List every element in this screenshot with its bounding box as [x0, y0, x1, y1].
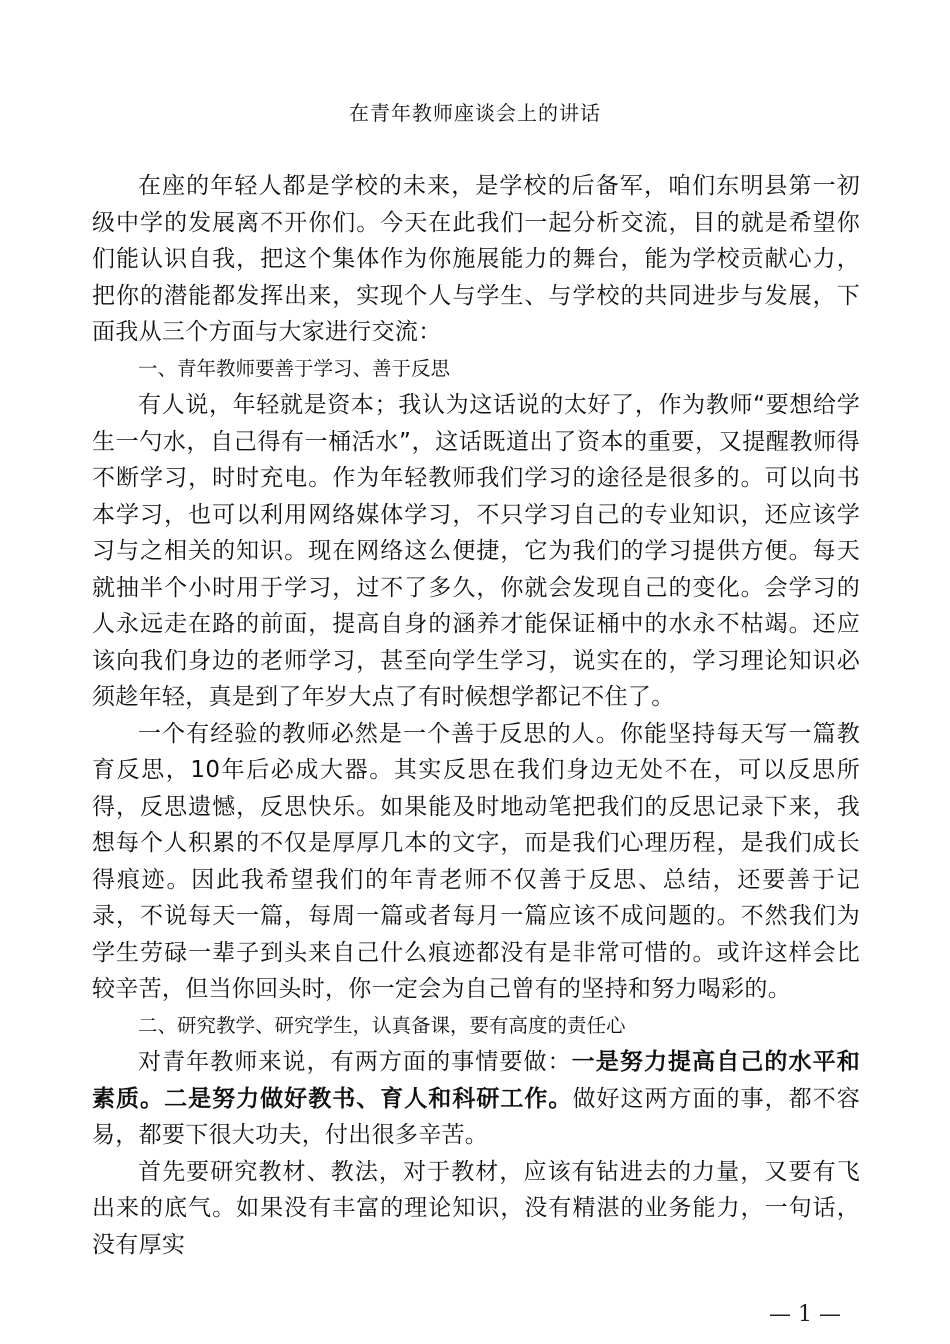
section-heading-1: 一、青年教师要善于学习、善于反思 [138, 356, 451, 380]
document-title: 在青年教师座谈会上的讲话 [349, 101, 601, 125]
document-body [92, 168, 860, 1263]
section-heading-2: 二、研究教学、研究学生，认真备课，要有高度的责任心 [138, 1013, 626, 1037]
paragraph-two-aspects-bold: 一是努力提高自己的水平和素质。二是努力做好教书、育人和科研工作。 [92, 1049, 860, 1112]
paragraph-reflection: 一个有经验的教师必然是一个善于反思的人。你能坚持每天写一篇教育反思，10年后必成大器。其实反思在我们身边无处不在，可以反思所得，反思遗憾，反思快乐。如果能及时地动笔把我们的反思记录下来，我想每个人积累的不仅是厚厚几本的文字，而是我们心理历程，是我们成长得痕迹。因此我希望我们的年青老师不仅善于反思、总结，还要善于记录，不说每天一篇，每周一篇或者每月一篇应该不成问题的。不然我们为学生劳碌一辈子到头来自己什么痕迹都没有是非常可惜的。或许这样会比较辛苦，但当你回头时，你一定会为自己曾有的坚持和努力喝彩的。 [92, 720, 860, 1002]
paragraph-learning: 有人说，年轻就是资本；我认为这话说的太好了，作为教师“要想给学生一勺水，自己得有一桶活水”，这话既道出了资本的重要，又提醒教师得不断学习，时时充电。作为年轻教师我们学习的途径是很多的。可以向书本学习，也可以利用网络媒体学习，不只学习自己的专业知识，还应该学习与之相关的知识。现在网络这么便捷，它为我们的学习提供方便。每天就抽半个小时用于学习，过不了多久，你就会发现自己的变化。会学习的人永远走在路的前面，提高自身的涵养才能保证桶中的水永不枯竭。还应该向我们身边的老师学习，甚至向学生学习，说实在的，学习理论知识必须趁年轻，真是到了年岁大点了有时候想学都记不住了。 [92, 392, 860, 710]
paragraph-two-aspects-lead: 对青年教师来说，有两方面的事情要做： [138, 1049, 572, 1075]
paragraph-materials: 首先要研究教材、教法，对于教材，应该有钻进去的力量，又要有飞出来的底气。如果没有丰富的理论知识，没有精湛的业务能力，一句话，没有厚实 [92, 1158, 860, 1258]
paragraph-two-aspects-tail: 做好这两方面的事，都不容易，都要下很大功夫，付出很多辛苦。 [92, 1085, 860, 1148]
paragraph-two-aspects [92, 1044, 860, 1154]
page-number: — 1 — [769, 1302, 841, 1327]
paragraph-intro: 在座的年轻人都是学校的未来，是学校的后备军，咱们东明县第一初级中学的发展离不开你们。今天在此我们一起分析交流，目的就是希望你们能认识自我，把这个集体作为你施展能力的舞台，能为学校贡献心力，把你的潜能都发挥出来，实现个人与学生、与学校的共同进步与发展，下面我从三个方面与大家进行交流： [92, 173, 860, 345]
